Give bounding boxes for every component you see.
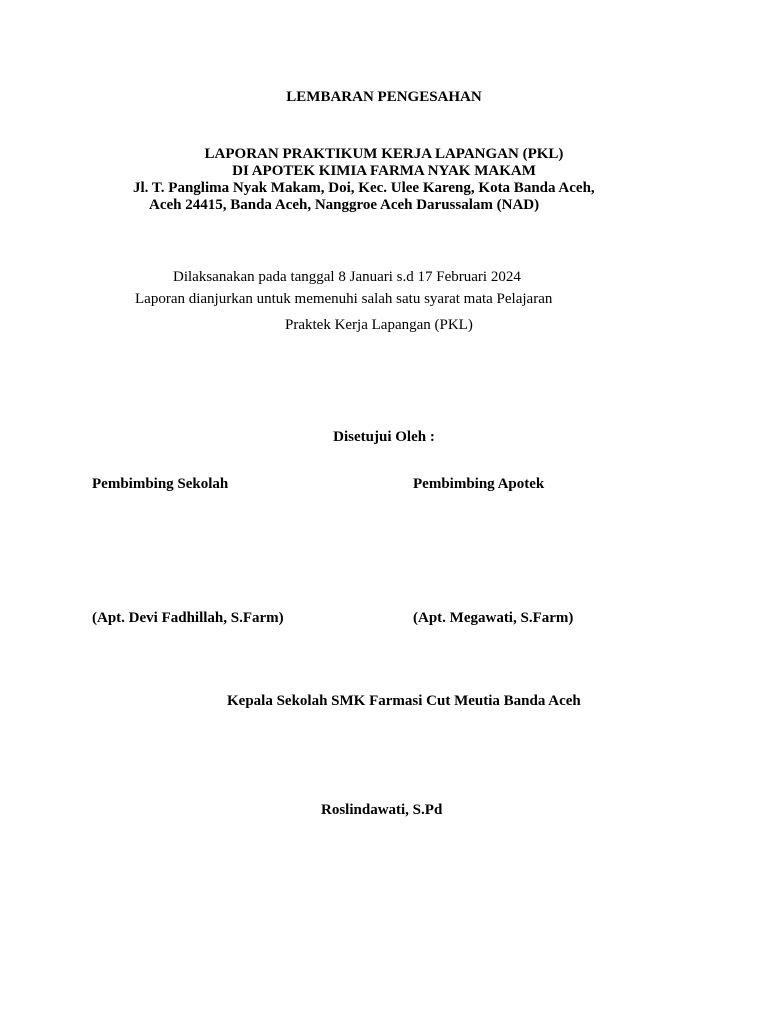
principal-name: Roslindawati, S.Pd xyxy=(321,802,443,818)
purpose-line-1: Laporan dianjurkan untuk memenuhi salah satu syarat mata Pelajaran xyxy=(135,291,553,307)
period-text: Dilaksanakan pada tanggal 8 Januari s.d 17 Februari 2024 xyxy=(173,269,521,285)
report-title-line-2: DI APOTEK KIMIA FARMA NYAK MAKAM xyxy=(232,163,536,179)
page-title: LEMBARAN PENGESAHAN xyxy=(286,89,482,105)
address-line-2: Aceh 24415, Banda Aceh, Nanggroe Aceh Darussalam (NAD) xyxy=(149,197,540,213)
approved-by-heading: Disetujui Oleh : xyxy=(333,429,435,445)
principal-title: Kepala Sekolah SMK Farmasi Cut Meutia Banda Aceh xyxy=(227,693,581,709)
pharmacy-supervisor-name: (Apt. Megawati, S.Farm) xyxy=(413,610,574,626)
school-supervisor-label: Pembimbing Sekolah xyxy=(92,476,229,492)
report-title-line-1: LAPORAN PRAKTIKUM KERJA LAPANGAN (PKL) xyxy=(204,146,564,162)
purpose-line-2: Praktek Kerja Lapangan (PKL) xyxy=(285,317,473,333)
school-supervisor-name: (Apt. Devi Fadhillah, S.Farm) xyxy=(92,610,284,626)
pharmacy-supervisor-label: Pembimbing Apotek xyxy=(413,476,545,492)
address-line-1: Jl. T. Panglima Nyak Makam, Doi, Kec. Ulee Kareng, Kota Banda Aceh, xyxy=(133,180,595,196)
